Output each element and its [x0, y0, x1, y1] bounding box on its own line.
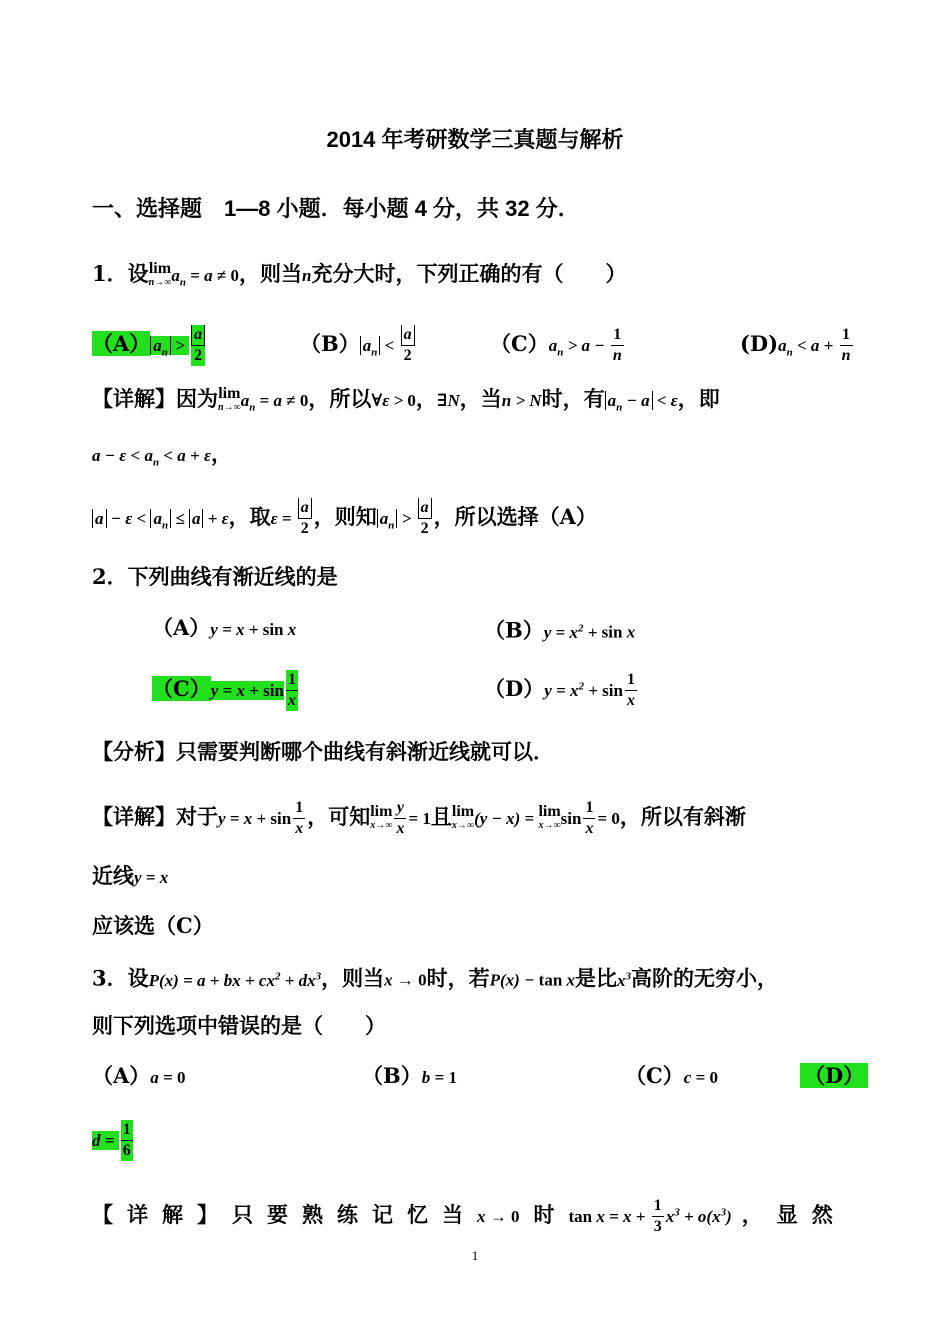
page-number: 1 [471, 1248, 479, 1263]
question-2-option-b: $(B)y = x^2 + \sin x$ [484, 617, 636, 643]
question-1-detail-line2: $a - \varepsilon < a_n < a + \varepsilon$， [92, 441, 232, 469]
question-3-detail-line1: 【详解】只要熟练记忆当x → 0 时 tan x = x + $\frac{1}{3}$ $x^3 + o(x^3)$ ，显然 [92, 1197, 847, 1235]
section-heading: 一、选择题 1—8 小题．每小题 4 分，共 32 分． [92, 196, 580, 221]
question-1-detail-line1: 【详解】因为 lim n→∞ $a_n = a \ne 0$，所以∀ε > 0，∃N，当n > N时，有 $a_n - a < \varepsilon$，即 [92, 384, 720, 414]
question-3-option-b: （B）b = 1 [362, 1063, 457, 1088]
question-3-option-d-label: （D） [800, 1062, 868, 1090]
q1-prefix: 1．设 [92, 261, 149, 286]
question-2-option-d: $(D)y = x^2 + \sin$ $\frac{1}{x}$ [484, 671, 635, 709]
question-3-option-a: （A）a = 0 [92, 1063, 186, 1088]
limit-expression: lim n→∞ [148, 259, 172, 288]
question-2-option-c: （C）y = x + sin $\frac{1}{x}$ [152, 671, 296, 709]
question-2-detail-line2: 近线y = x [92, 863, 169, 888]
question-2-analysis: 【分析】只需要判断哪个曲线有斜渐近线就可以． [92, 739, 554, 764]
question-1-stem: 1．设 lim n→∞ $a_n = a \ne 0$，则当n充分大时，下列正确的有（ ） [92, 259, 627, 289]
question-2-stem: 2．下列曲线有渐近线的是 [92, 564, 338, 589]
question-1-option-b: （B） $a_n$ < $\frac{a}{2}$ [300, 325, 417, 366]
question-1-option-a: （A） $a_n$ > $\frac{a}{2}$ [92, 325, 207, 366]
question-2-option-a: （A）y = x + sin x [152, 615, 297, 640]
question-1-detail-line3: $a - \varepsilon < a_n \le a + \varepsilon$，取ε = $\frac{a}{2}$ ，则知 $a_n$ > $\frac{a}{2}$ ，所以选择（A） [92, 498, 597, 539]
question-2-detail-line1: 【详解】对于y = x + sin $\frac{1}{x}$ ，可知 lim x→∞ $\frac{y}{x}$ = 1且 lim x→∞ (y − x) = lim x→∞ sin $\frac{1}{x}$ = 0，所以有斜渐 [92, 799, 746, 837]
question-1-option-d: $(D)a_n < a$ + $\frac{1}{n}$ [740, 326, 851, 364]
question-3-stem-line2: 则下列选项中错误的是（ ） [92, 1013, 386, 1038]
question-1-option-c: $(C)a_n > a$ − $\frac{1}{n}$ [490, 326, 622, 364]
question-2-conclusion: 应该选（C） [92, 913, 214, 938]
page-title: 2014 年考研数学三真题与解析 [326, 127, 624, 152]
question-3-option-c: （C）c = 0 [625, 1063, 718, 1088]
question-3-option-d-value: d = $\frac{1}{6}$ [92, 1121, 131, 1159]
question-3-stem-line1: 3．设P(x) = a + bx + $cx^2 + dx^3$，则当x → 0时，若P(x) − tan x是比$x^3$高阶的无穷小， [92, 965, 779, 991]
